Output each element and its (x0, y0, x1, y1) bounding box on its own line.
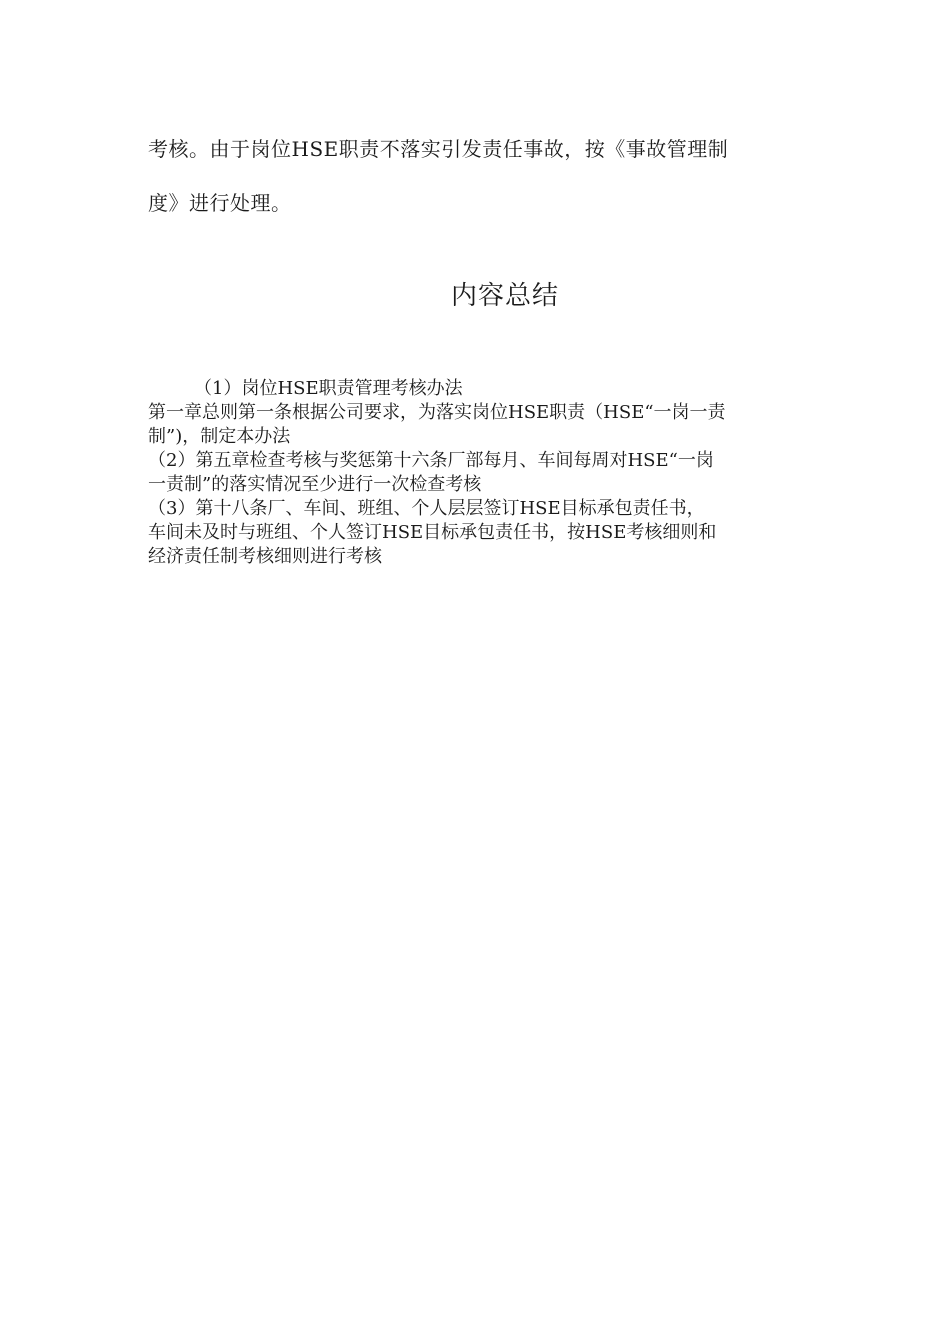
summary-line: 一责制”的落实情况至少进行一次检查考核 (148, 474, 482, 495)
summary-block (148, 377, 818, 569)
summary-line: 制”)，制定本办法 (148, 426, 291, 447)
continuation-paragraph (148, 122, 808, 230)
summary-item-2: （2）第五章检查考核与奖惩第十六条厂部每月、车间每周对HSE“一岗 (148, 450, 714, 471)
summary-line: 经济责任制考核细则进行考核 (148, 546, 382, 567)
summary-item-3: （3）第十八条厂、车间、班组、个人层层签订HSE目标承包责任书， (148, 498, 705, 519)
summary-line: 第一章总则第一条根据公司要求，为落实岗位HSE职责（HSE“一岗一责 (148, 402, 726, 423)
section-heading: 内容总结 (450, 281, 559, 311)
paragraph-line: 考核。由于岗位HSE职责不落实引发责任事故，按《事故管理制 (148, 137, 729, 161)
summary-item-1-title: （1）岗位HSE职责管理考核办法 (194, 378, 463, 399)
summary-line: 车间未及时与班组、个人签订HSE目标承包责任书，按HSE考核细则和 (148, 522, 717, 543)
paragraph-line: 度》进行处理。 (148, 191, 292, 215)
